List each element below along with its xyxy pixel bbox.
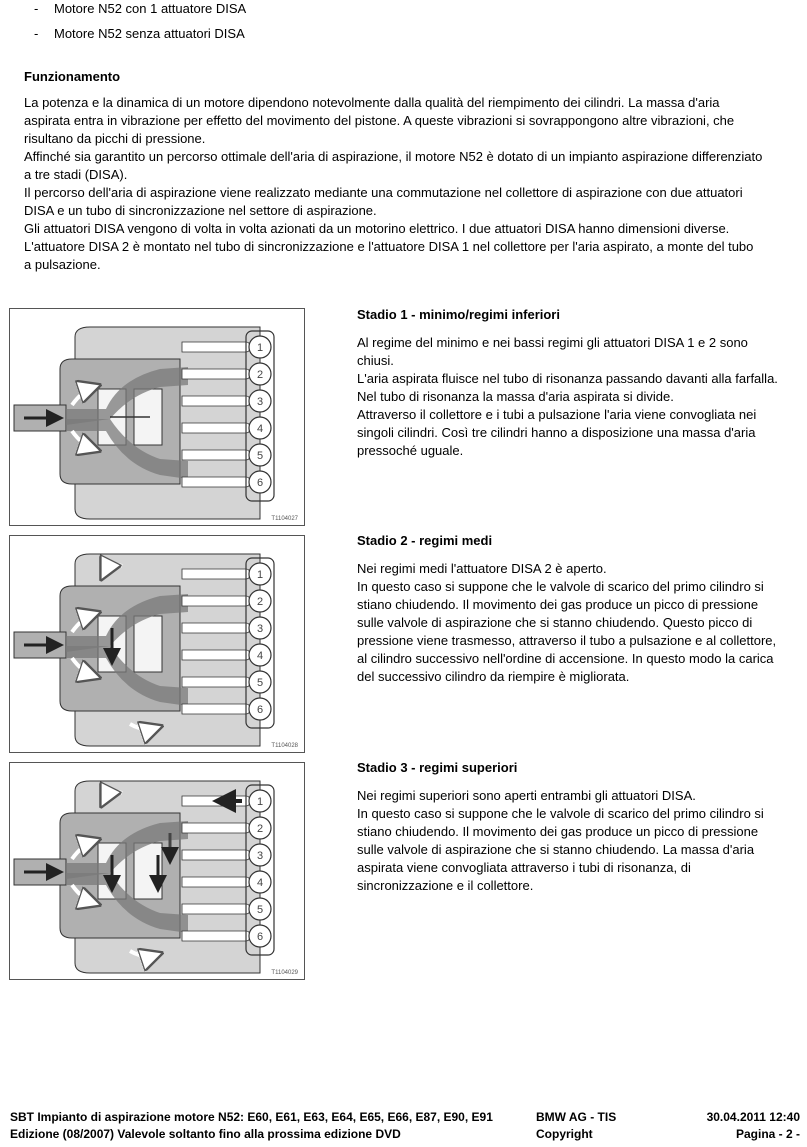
stage-paragraph: In questo caso si suppone che le valvole di scarico del primo cilindro si stiano chiudendo. Il movimento dei gas produce un picco di pressione sulle valvole di aspirazione che si stanno chiudendo. La massa d'aria aspirata viene convogliata attraverso i tubi di risonanza, di sincronizzazione e il collettore. <box>357 806 764 893</box>
stage-2-description <box>357 532 787 686</box>
svg-text:6: 6 <box>256 477 264 489</box>
svg-text:2: 2 <box>256 596 264 608</box>
footer-document-title: SBT Impianto di aspirazione motore N52: E60, E61, E63, E64, E65, E66, E87, E90, E91 <box>10 1110 493 1124</box>
footer-edition: Edizione (08/2007) Valevole soltanto fino alla prossima edizione DVD <box>10 1127 401 1141</box>
bullet-text: Motore N52 senza attuatori DISA <box>54 26 245 41</box>
svg-text:5: 5 <box>256 450 264 462</box>
stage-paragraph: Attraverso il collettore e i tubi a pulsazione l'aria viene convogliata nei singoli cilindri. Così tre cilindri hanno a disposizione una massa d'aria pressoché uguale. <box>357 407 757 458</box>
section-heading: Funzionamento <box>24 69 121 84</box>
stage-paragraph: Al regime del minimo e nei bassi regimi gli attuatori DISA 1 e 2 sono chiusi. <box>357 335 748 368</box>
svg-text:1: 1 <box>256 569 264 581</box>
intro-paragraph: Il percorso dell'aria di aspirazione viene realizzato mediante una commutazione nel collettore di aspirazione con due attuatori DISA e un tubo di sincronizzazione nel settore di aspirazione. <box>24 185 743 218</box>
figure-stage-1 <box>9 308 305 526</box>
svg-text:6: 6 <box>256 931 264 943</box>
svg-text:5: 5 <box>256 677 264 689</box>
figure-stage-2 <box>9 535 305 753</box>
intro-paragraph: Gli attuatori DISA vengono di volta in volta azionati da un motorino elettrico. I due attuatori DISA hanno dimensioni diverse. L'attuatore DISA 2 è montato nel tubo di sincronizzazione e l'attuatore DISA 1 nel collettore per l'aria aspirato, a monte del tubo a pulsazione. <box>24 221 754 272</box>
svg-text:1: 1 <box>256 342 264 354</box>
stage-title: Stadio 2 - regimi medi <box>357 533 493 548</box>
svg-text:1: 1 <box>256 796 264 808</box>
footer-timestamp: 30.04.2011 12:40 <box>706 1110 800 1124</box>
svg-text:4: 4 <box>256 423 264 435</box>
intro-paragraph: La potenza e la dinamica di un motore dipendono notevolmente dalla qualità del riempimento dei cilindri. La massa d'aria aspirata entra in vibrazione per effetto del movimento del pistone. A queste vibrazioni si sovrappongono altre vibrazioni, che risultano da picchi di pressione. <box>24 95 735 146</box>
stage-paragraph: Nei regimi medi l'attuatore DISA 2 è aperto. <box>357 561 607 576</box>
svg-text:3: 3 <box>256 623 264 635</box>
stage-paragraph: Nei regimi superiori sono aperti entrambi gli attuatori DISA. <box>357 788 696 803</box>
svg-text:2: 2 <box>256 823 264 835</box>
svg-text:3: 3 <box>256 850 264 862</box>
svg-text:6: 6 <box>256 704 264 716</box>
intake-diagram-illustration <box>10 536 306 754</box>
stage-1-description <box>357 306 787 460</box>
intro-text <box>24 94 764 274</box>
stage-title: Stadio 1 - minimo/regimi inferiori <box>357 307 560 322</box>
bullet-text: Motore N52 con 1 attuatore DISA <box>54 1 247 16</box>
intake-diagram-illustration <box>10 763 306 981</box>
stage-3-description <box>357 759 787 895</box>
footer-copyright: Copyright <box>536 1127 593 1141</box>
figure-stage-3 <box>9 762 305 980</box>
svg-text:4: 4 <box>256 650 264 662</box>
stage-paragraph: In questo caso si suppone che le valvole di scarico del primo cilindro si stiano chiudendo. Il movimento dei gas produce un picco di pressione sulle valvole di aspirazione che si stanno chiudendo. Questo picco di pressione viene trasmesso, attraverso il tubo a pulsazione e al collettore, al cilindro successivo nell'ordine di accensione. In questo modo la carica del successivo cilindro da riempire è migliorata. <box>357 579 777 684</box>
footer-publisher: BMW AG - TIS <box>536 1110 617 1124</box>
svg-text:5: 5 <box>256 904 264 916</box>
intro-paragraph: Affinché sia garantito un percorso ottimale dell'aria di aspirazione, il motore N52 è dotato di un impianto aspirazione differenziato a tre stadi (DISA). <box>24 149 763 182</box>
bullet-marker: - <box>34 1 39 16</box>
stage-paragraph: L'aria aspirata fluisce nel tubo di risonanza passando davanti alla farfalla. Nel tubo di risonanza la massa d'aria aspirata si divide. <box>357 371 778 404</box>
page-footer <box>10 1109 800 1143</box>
svg-text:4: 4 <box>256 877 264 889</box>
figure-code: T1104029 <box>271 970 298 976</box>
figure-code: T1104028 <box>271 743 298 749</box>
stage-title: Stadio 3 - regimi superiori <box>357 760 518 775</box>
svg-text:2: 2 <box>256 369 264 381</box>
svg-text:3: 3 <box>256 396 264 408</box>
intake-diagram-illustration <box>10 309 306 527</box>
bullet-marker: - <box>34 26 39 41</box>
figure-code: T1104027 <box>271 516 298 522</box>
footer-page-number: Pagina - 2 - <box>735 1127 800 1141</box>
